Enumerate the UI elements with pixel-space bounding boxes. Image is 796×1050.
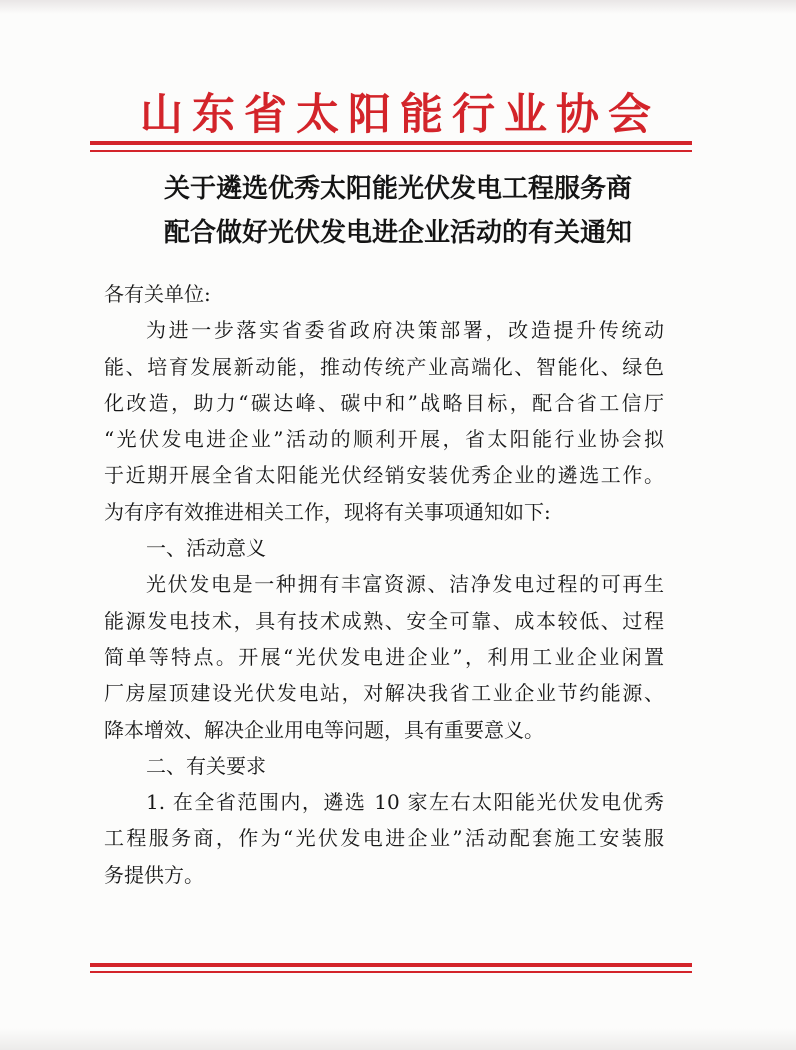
- body-line: 能源发电技术，具有技术成熟、安全可靠、成本较低、过程: [104, 608, 664, 633]
- notice-title-line-2: 配合做好光伏发电进企业活动的有关通知: [163, 218, 632, 248]
- body-line: 能、培育发展新动能，推动传统产业高端化、智能化、绿色: [104, 354, 664, 379]
- body-line: 化改造，助力“碳达峰、碳中和”战略目标，配合省工信厅: [104, 390, 664, 415]
- letterhead-red-rule-thin: [90, 150, 692, 152]
- page-edge-shadow: [0, 0, 796, 14]
- body-line: 工程服务商，作为“光伏发电进企业”活动配套施工安装服: [104, 826, 664, 851]
- body-line: 降本增效、解决企业用电等问题，具有重要意义。: [104, 717, 544, 742]
- notice-body: [104, 276, 664, 893]
- footer-red-rule-thick: [90, 963, 692, 967]
- letterhead-red-rule-thick: [90, 141, 692, 145]
- section-heading-requirements: 二、有关要求: [146, 753, 266, 778]
- body-line: 于近期开展全省太阳能光伏经销安装优秀企业的遴选工作。: [104, 463, 664, 488]
- body-line: 务提供方。: [104, 862, 204, 887]
- section-heading-activity-significance: 一、活动意义: [146, 536, 266, 561]
- body-line: 为进一步落实省委省政府决策部署，改造提升传统动: [146, 318, 664, 343]
- body-line: 1. 在全省范围内，遴选 10 家左右太阳能光伏发电优秀: [146, 790, 664, 815]
- body-line: 光伏发电是一种拥有丰富资源、洁净发电过程的可再生: [146, 572, 664, 597]
- body-line: 厂房屋顶建设光伏发电站，对解决我省工业企业节约能源、: [104, 681, 664, 706]
- notice-title: [0, 167, 796, 255]
- footer-red-rule-thin: [90, 971, 692, 973]
- body-line: “光伏发电进企业”活动的顺利开展，省太阳能行业协会拟: [104, 427, 664, 452]
- page-edge-shadow: [0, 1028, 796, 1050]
- body-line: 简单等特点。开展“光伏发电进企业”，利用工业企业闲置: [104, 644, 664, 669]
- letterhead-organization-name: 山东省太阳能行业协会: [140, 90, 660, 140]
- notice-title-line-1: 关于遴选优秀太阳能光伏发电工程服务商: [163, 174, 632, 204]
- salutation: 各有关单位:: [104, 282, 211, 306]
- body-line: 为有序有效推进相关工作，现将有关事项通知如下:: [104, 499, 551, 524]
